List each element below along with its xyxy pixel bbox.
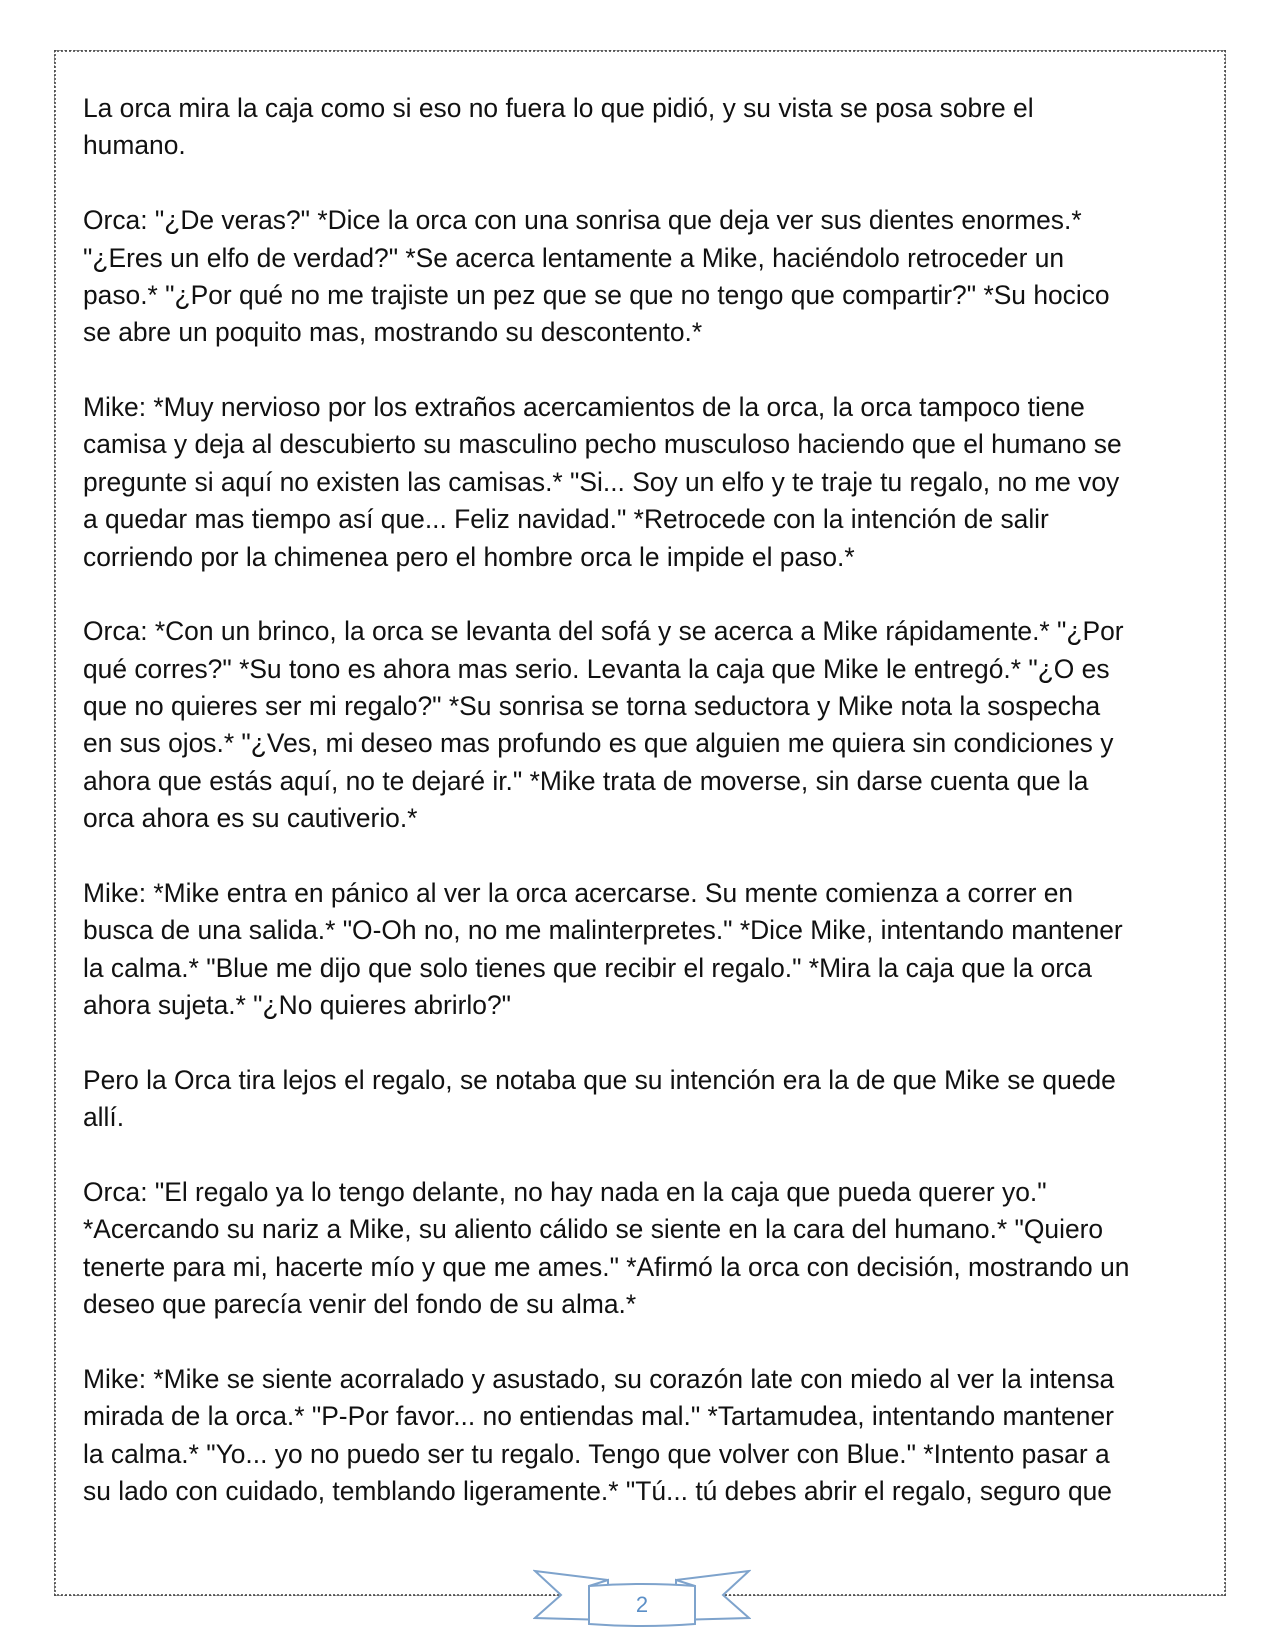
text-line: pregunte si aquí no existen las camisas.* "Si... Soy un elfo y te traje tu regalo, no me voy [83,466,1120,497]
paragraph [83,875,1213,1025]
text-line: Pero la Orca tira lejos el regalo, se notaba que su intención era la de que Mike se quede [83,1064,1116,1095]
text-line: busca de una salida.* "O-Oh no, no me malinterpretes." *Dice Mike, intentando mantener [83,915,1123,946]
text-line: allí. [83,1102,125,1133]
text-line: ahora que estás aquí, no te dejaré ir." *Mike trata de moverse, sin darse cuenta que la [83,765,1089,796]
paragraph [83,389,1213,576]
text-line: paso.* "¿Por qué no me trajiste un pez que se que no tengo que compartir?" *Su hocico [83,279,1110,310]
text-line: *Acercando su nariz a Mike, su aliento cálido se siente en la cara del humano.* "Quiero [83,1214,1104,1245]
text-line: Mike: *Mike se siente acorralado y asustado, su corazón late con miedo al ver la intensa [83,1363,1115,1394]
text-line: la calma.* "Blue me dijo que solo tienes que recibir el regalo." *Mira la caja que la orca [83,952,1092,983]
text-line: que no quieres ser mi regalo?" *Su sonrisa se torna seductora y Mike nota la sospecha [83,691,1101,721]
text-line: Mike: *Muy nervioso por los extraños acercamientos de la orca, la orca tampoco tiene [83,392,1085,422]
paragraph [83,202,1213,352]
text-line: La orca mira la caja como si eso no fuera lo que pidió, y su vista se posa sobre el [83,93,1034,123]
text-line: tenerte para mi, hacerte mío y que me ames." *Afirmó la orca con decisión, mostrando un [83,1251,1130,1282]
paragraph [83,90,1213,165]
document-body [83,90,1213,1548]
text-line: orca ahora es su cautiverio.* [83,803,418,834]
text-line: mirada de la orca.* "P-Por favor... no entiendas mal." *Tartamudea, intentando mantener [83,1401,1114,1432]
text-line: Mike: *Mike entra en pánico al ver la orca acercarse. Su mente comienza a correr en [83,877,1074,908]
paragraph [83,613,1213,837]
paragraph [83,1062,1213,1137]
text-line: la calma.* "Yo... yo no puedo ser tu regalo. Tengo que volver con Blue." *Intento pasar a [83,1438,1110,1469]
text-line: camisa y deja al descubierto su masculino pecho musculoso haciendo que el humano se [83,429,1122,460]
text-line: en sus ojos.* "¿Ves, mi deseo mas profundo es que alguien me quiera sin condiciones y [83,728,1114,759]
text-line: Orca: "El regalo ya lo tengo delante, no hay nada en la caja que pueda querer yo." [83,1176,1047,1207]
text-line: qué corres?" *Su tono es ahora mas serio. Levanta la caja que Mike le entregó.* "¿O es [83,653,1110,684]
text-line: su lado con cuidado, temblando ligeramente.* "Tú... tú debes abrir el regalo, seguro que [83,1475,1112,1506]
paragraph [83,1174,1213,1324]
text-line: corriendo por la chimenea pero el hombre orca le impide el paso.* [83,541,855,572]
page-number: 2 [635,1592,649,1617]
paragraph [83,1361,1213,1511]
text-line: a quedar mas tiempo así que... Feliz navidad." *Retrocede con la intención de salir [83,504,1049,535]
text-line: se abre un poquito mas, mostrando su descontento.* [83,317,703,348]
text-line: ahora sujeta.* "¿No quieres abrirlo?" [83,990,512,1020]
text-line: humano. [83,130,186,161]
text-line: "¿Eres un elfo de verdad?" *Se acerca lentamente a Mike, haciéndolo retroceder un [83,242,1065,273]
text-line: Orca: *Con un brinco, la orca se levanta del sofá y se acerca a Mike rápidamente.* "¿Por [83,616,1124,647]
text-line: deseo que parecía venir del fondo de su alma.* [83,1289,637,1319]
text-line: Orca: "¿De veras?" *Dice la orca con una sonrisa que deja ver sus dientes enormes.* [83,205,1082,236]
